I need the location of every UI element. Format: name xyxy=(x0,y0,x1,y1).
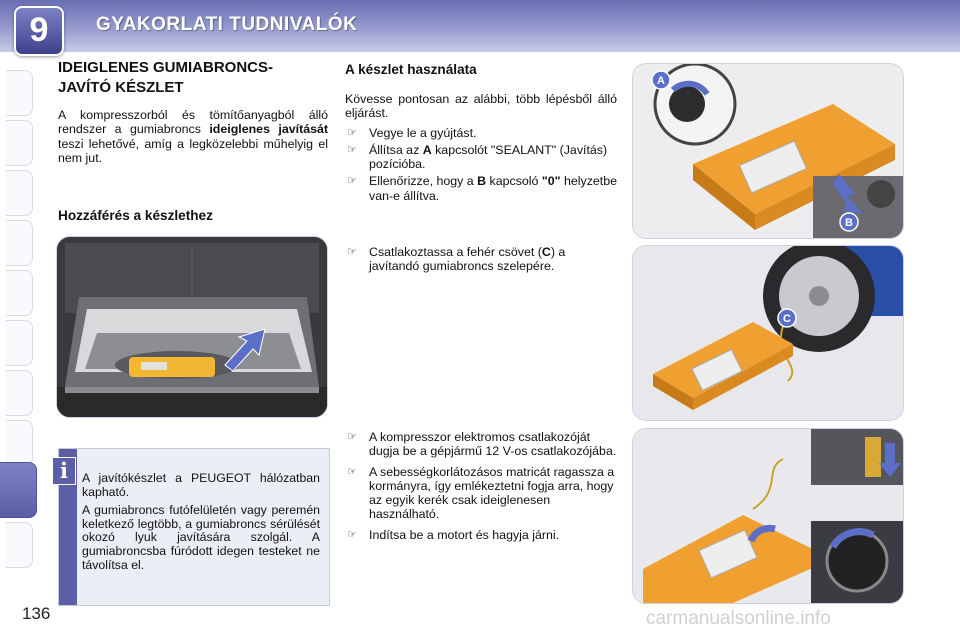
connect-step xyxy=(345,242,617,274)
chapter-tab[interactable] xyxy=(6,420,33,466)
pointing-hand-icon: ☞ xyxy=(347,142,357,156)
label-b: B xyxy=(845,217,853,229)
chapter-tab[interactable] xyxy=(6,220,33,266)
info-text xyxy=(82,472,320,577)
pointing-hand-icon: ☞ xyxy=(347,174,357,188)
usage-section xyxy=(345,62,617,203)
chapter-number-badge: 9 xyxy=(14,6,64,56)
pointing-hand-icon: ☞ xyxy=(347,527,357,541)
chapter-tab[interactable] xyxy=(6,120,33,166)
chapter-header xyxy=(0,0,960,52)
page-number: 136 xyxy=(22,604,51,623)
chapter-title: GYAKORLATI TUDNIVALÓK xyxy=(96,14,358,35)
plug-and-steering-illustration xyxy=(632,428,904,604)
watermark: carmanualsonline.info xyxy=(646,608,831,629)
section-title: IDEIGLENES GUMIABRONCS- JAVÍTÓ KÉSZLET xyxy=(58,59,274,96)
label-c: C xyxy=(783,313,791,325)
usage-intro: Kövesse pontosan az alábbi, több lépésből álló eljárást. xyxy=(345,92,617,121)
chapter-tab[interactable] xyxy=(6,270,33,316)
chapter-tab[interactable] xyxy=(6,170,33,216)
step-item: ☞ Állítsa az A kapcsolót "SEALANT" (Javítás) pozícióba. xyxy=(347,142,608,172)
pointing-hand-icon: ☞ xyxy=(347,245,357,258)
step-item: ☞ Csatlakoztassa a fehér csövet (C) a javítandó gumiabroncs szelepére. xyxy=(347,245,566,274)
wheel-connection-illustration xyxy=(632,245,904,421)
chapter-tabs xyxy=(0,60,34,580)
section-intro: A kompresszorból és tömítőanyagból álló rendszer a gumiabroncs ideiglenes javítását teszi lehetővé, amíg a legközelebbi műhelyig el nem jut. xyxy=(58,108,328,165)
info-icon: i xyxy=(52,457,76,485)
chapter-tab[interactable] xyxy=(6,70,33,116)
chapter-tab[interactable] xyxy=(6,320,33,366)
info-paragraph: A gumiabroncs futófelületén vagy peremén keletkező legtöbb, a gumiabroncs sérülését okozó lyuk javítására szolgál. A gumiabroncsba fúródott idegen testeket ne távolítsa el. xyxy=(82,503,320,572)
chapter-tab-active[interactable] xyxy=(0,462,37,518)
pointing-hand-icon: ☞ xyxy=(347,430,357,443)
kit-switch-illustration xyxy=(632,63,904,239)
chapter-tab[interactable] xyxy=(6,522,33,568)
section-temporary-repair-kit xyxy=(58,58,328,165)
step-item: ☞ Ellenőrizze, hogy a B kapcsoló "0" helyzetbe van-e állítva. xyxy=(347,174,618,203)
label-a: A xyxy=(657,75,665,87)
trunk-illustration xyxy=(56,236,328,418)
chapter-tab[interactable] xyxy=(6,370,33,416)
info-paragraph: A javítókészlet a PEUGEOT hálózatban kapható. xyxy=(82,471,320,499)
final-steps xyxy=(345,427,617,542)
step-item: ☞ Indítsa be a motort és hagyja járni. xyxy=(347,527,560,542)
pointing-hand-icon: ☞ xyxy=(347,464,357,478)
pointing-hand-icon: ☞ xyxy=(347,125,357,139)
usage-heading: A készlet használata xyxy=(345,62,477,77)
step-item: ☞ A sebességkorlátozásos matricát ragassza a kormányra, így emlékeztetni fogja arra, hogy az egyik kerék csak ideiglenesen használható. xyxy=(347,464,615,522)
step-item: ☞ A kompresszor elektromos csatlakozóját dugja be a gépjármű 12 V-os csatlakozójába. xyxy=(347,430,617,459)
access-heading: Hozzáférés a készlethez xyxy=(58,208,213,223)
step-item: ☞ Vegye le a gyújtást. xyxy=(347,125,477,140)
